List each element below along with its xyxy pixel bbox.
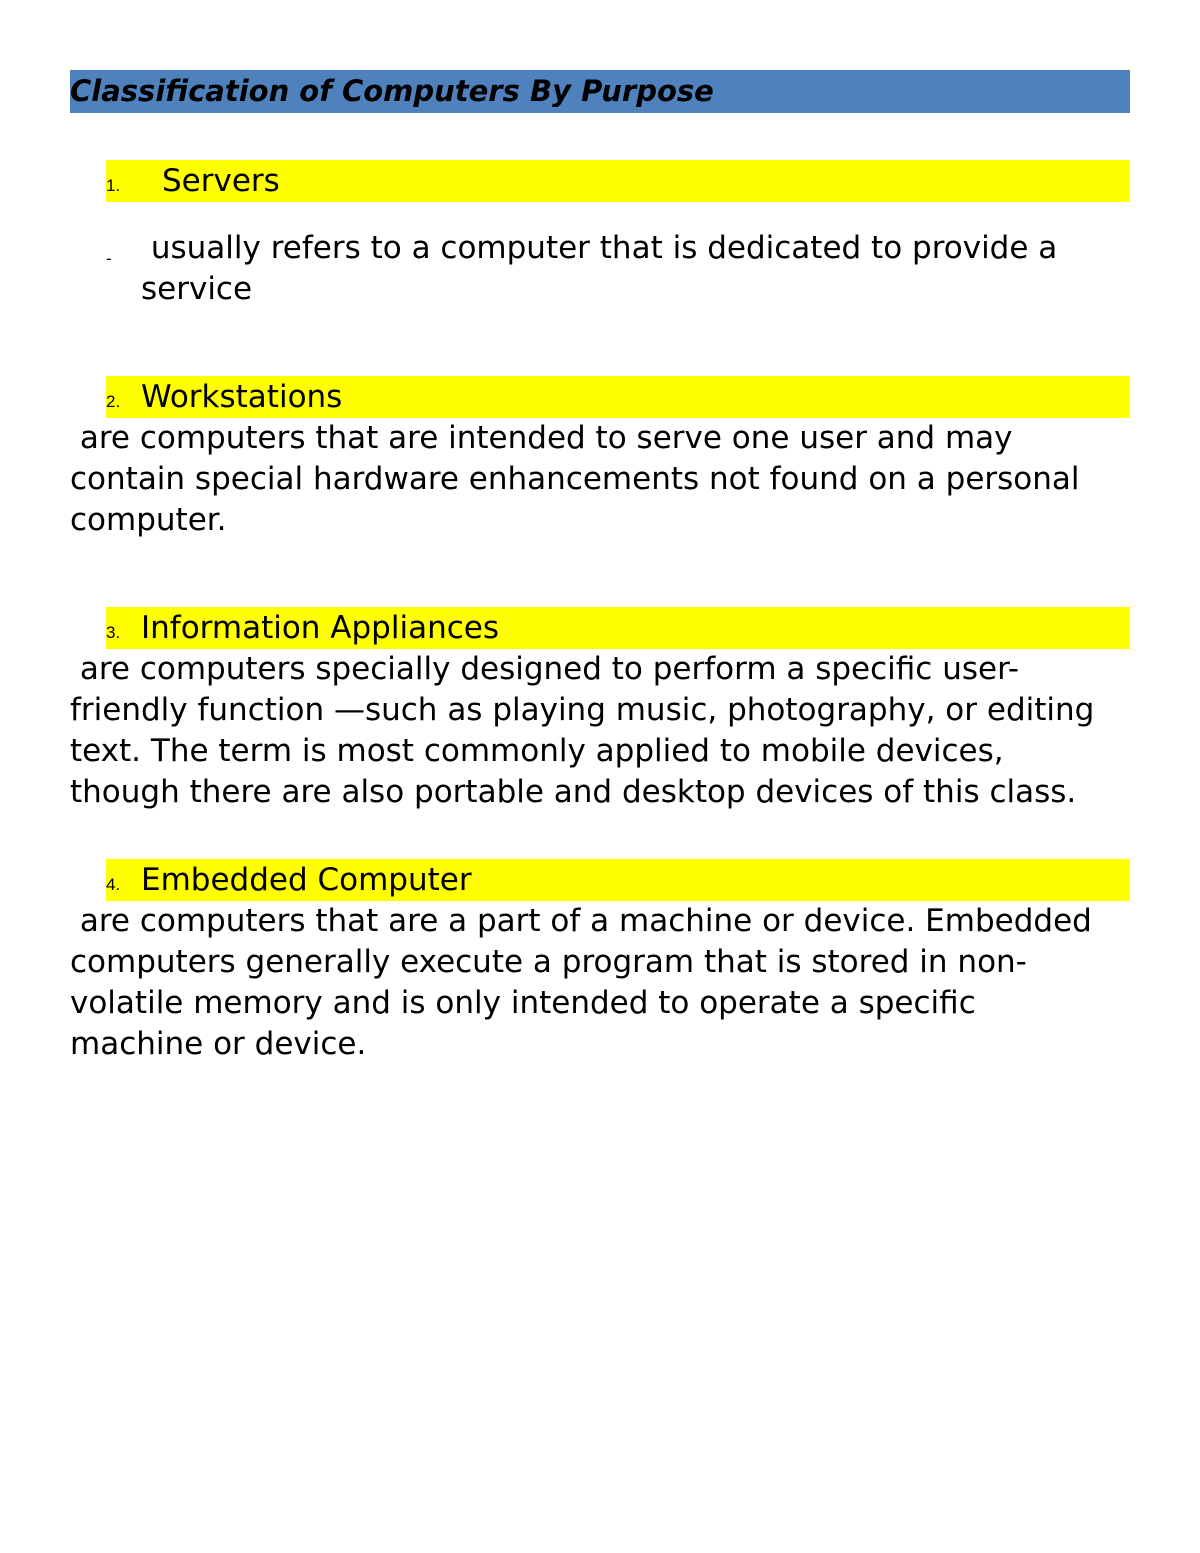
text-line: usually refers to a computer that is dedicated to provide a: [141, 230, 1058, 266]
page-title: Classification of Computers By Purpose: [70, 74, 714, 108]
title-bar: [70, 70, 1130, 113]
section-number: 3.: [106, 623, 121, 642]
list-dash-marker: -: [106, 249, 112, 268]
servers-description: [141, 228, 1057, 310]
section-heading-embedded-computer: [106, 859, 1130, 901]
text-line: service: [141, 271, 253, 307]
information-appliances-description: [70, 649, 1094, 813]
section-heading-servers: [106, 160, 1130, 202]
text-line: though there are also portable and desktop devices of this class.: [70, 774, 1077, 810]
section-number: 1.: [106, 176, 121, 195]
text-line: computer.: [70, 502, 227, 538]
section-heading-information-appliances: [106, 607, 1130, 649]
section-heading-workstations: [106, 376, 1130, 418]
text-line: contain special hardware enhancements not found on a personal: [70, 461, 1080, 497]
text-line: text. The term is most commonly applied to mobile devices,: [70, 733, 1004, 769]
text-line: computers generally execute a program that is stored in non-: [70, 944, 1027, 980]
embedded-computer-description: [70, 901, 1092, 1065]
section-number: 4.: [106, 875, 121, 894]
section-heading-label: Embedded Computer: [141, 862, 472, 898]
text-line: are computers specially designed to perform a specific user-: [70, 651, 1020, 687]
text-line: volatile memory and is only intended to operate a specific: [70, 985, 976, 1021]
workstations-description: [70, 418, 1080, 541]
text-line: friendly function —such as playing music, photography, or editing: [70, 692, 1095, 728]
text-line: machine or device.: [70, 1026, 367, 1062]
text-line: are computers that are intended to serve one user and may: [70, 420, 1013, 456]
section-heading-label: Workstations: [141, 379, 343, 415]
section-number: 2.: [106, 392, 121, 411]
section-heading-label: Information Appliances: [141, 610, 499, 646]
text-line: are computers that are a part of a machine or device. Embedded: [70, 903, 1092, 939]
section-heading-label: Servers: [162, 163, 280, 199]
